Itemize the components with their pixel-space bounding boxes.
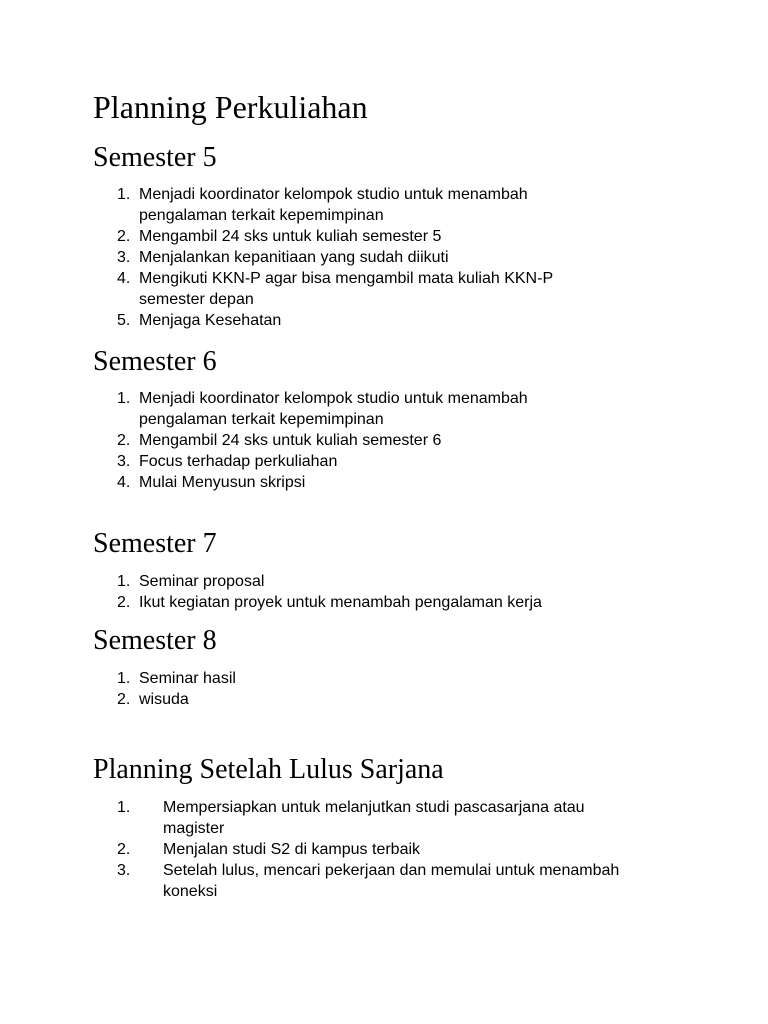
semester-5-list — [0, 184, 619, 331]
item-text: wisuda — [139, 691, 189, 708]
after-graduation-heading: Planning Setelah Lulus Sarjana — [93, 754, 444, 785]
list-item — [0, 668, 619, 689]
list-item — [0, 592, 619, 613]
list-item — [0, 797, 643, 839]
item-text: Menjalankan kepanitiaan yang sudah diikuti — [139, 249, 449, 266]
item-number: 4. — [117, 474, 131, 491]
item-text: Menjadi koordinator kelompok studio untuk menambah pengalaman terkait kepemimpinan — [139, 390, 528, 428]
item-number: 1. — [117, 390, 131, 407]
item-text: Setelah lulus, mencari pekerjaan dan memulai untuk menambah koneksi — [163, 862, 620, 900]
item-number: 5. — [117, 312, 131, 329]
list-item — [0, 472, 619, 493]
item-text: Mempersiapkan untuk melanjutkan studi pascasarjana atau magister — [163, 799, 585, 837]
semester-7-heading: Semester 7 — [93, 528, 217, 559]
item-number: 1. — [117, 186, 131, 203]
item-text: Focus terhadap perkuliahan — [139, 453, 338, 470]
item-text: Menjalan studi S2 di kampus terbaik — [163, 841, 421, 858]
item-number: 3. — [117, 453, 131, 470]
item-text: Mengambil 24 sks untuk kuliah semester 6 — [139, 432, 442, 449]
semester-6-heading: Semester 6 — [93, 346, 217, 377]
list-item — [0, 268, 619, 310]
list-item — [0, 184, 619, 226]
item-text: Mengikuti KKN-P agar bisa mengambil mata kuliah KKN-P semester depan — [139, 270, 553, 308]
page-title: Planning Perkuliahan — [93, 89, 368, 125]
list-item — [0, 571, 619, 592]
item-number: 2. — [117, 841, 131, 858]
list-item — [0, 839, 643, 860]
after-graduation-list — [0, 797, 643, 902]
list-item — [0, 430, 619, 451]
semester-6-list — [0, 388, 619, 493]
semester-5-heading: Semester 5 — [93, 142, 217, 173]
list-item — [0, 388, 619, 430]
item-text: Menjaga Kesehatan — [139, 312, 282, 329]
item-text: Menjadi koordinator kelompok studio untuk menambah pengalaman terkait kepemimpinan — [139, 186, 528, 224]
item-text: Ikut kegiatan proyek untuk menambah pengalaman kerja — [139, 594, 542, 611]
item-text: Seminar hasil — [139, 670, 236, 687]
semester-8-heading: Semester 8 — [93, 625, 217, 656]
item-number: 3. — [117, 249, 131, 266]
semester-7-list — [0, 571, 619, 613]
item-number: 2. — [117, 594, 131, 611]
item-number: 1. — [117, 799, 131, 816]
item-number: 2. — [117, 228, 131, 245]
list-item — [0, 226, 619, 247]
list-item — [0, 451, 619, 472]
list-item — [0, 860, 643, 902]
item-text: Seminar proposal — [139, 573, 265, 590]
item-number: 1. — [117, 573, 131, 590]
list-item — [0, 310, 619, 331]
item-number: 1. — [117, 670, 131, 687]
item-text: Mengambil 24 sks untuk kuliah semester 5 — [139, 228, 442, 245]
item-number: 2. — [117, 691, 131, 708]
item-number: 2. — [117, 432, 131, 449]
item-number: 4. — [117, 270, 131, 287]
list-item — [0, 247, 619, 268]
semester-8-list — [0, 668, 619, 710]
item-number: 3. — [117, 862, 131, 879]
item-text: Mulai Menyusun skripsi — [139, 474, 306, 491]
list-item — [0, 689, 619, 710]
